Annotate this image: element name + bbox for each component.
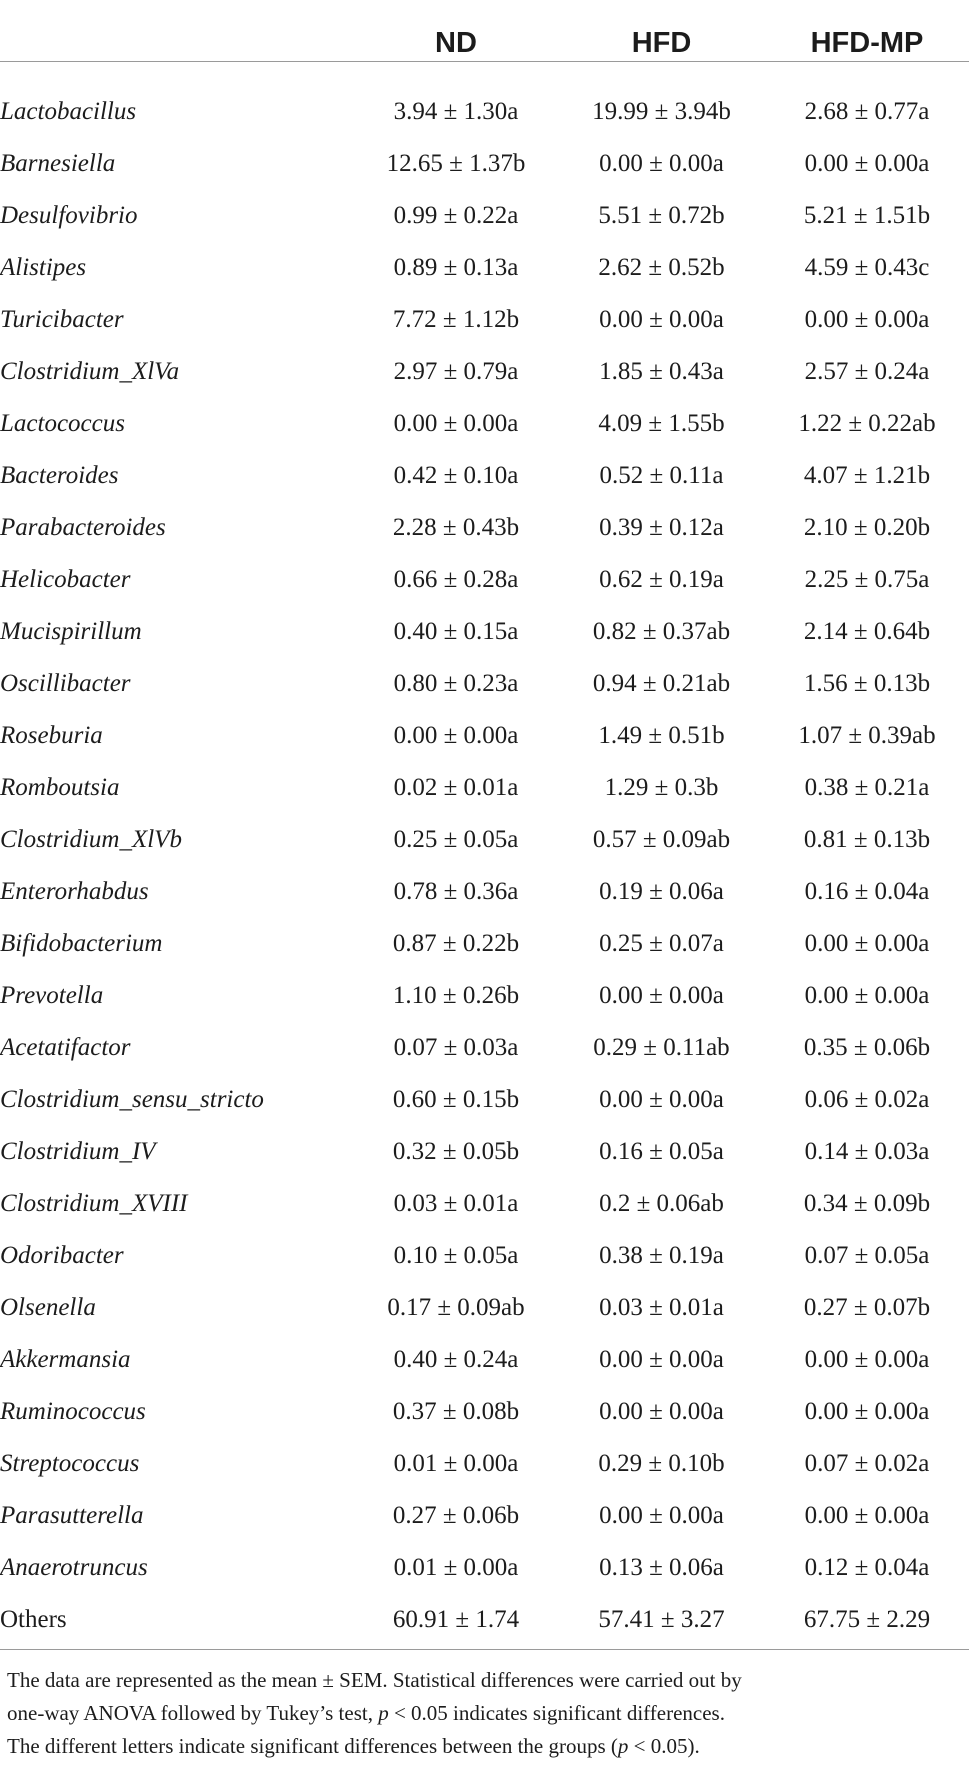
- genus-cell: Acetatifactor: [0, 1034, 131, 1061]
- genus-cell: Desulfovibrio: [0, 202, 138, 229]
- genus-cell: Others: [0, 1606, 67, 1633]
- table-row: [0, 1386, 969, 1438]
- hfd-value-cell: 0.2 ± 0.06ab: [599, 1190, 724, 1217]
- hfd-mp-value-cell: 1.22 ± 0.22ab: [798, 410, 936, 437]
- genus-cell: Turicibacter: [0, 306, 124, 333]
- nd-value-cell: 12.65 ± 1.37b: [386, 150, 526, 177]
- hfd-mp-value-cell: 2.10 ± 0.20b: [803, 514, 931, 541]
- header-genus: [0, 0, 354, 62]
- hfd-mp-value-cell: 5.21 ± 1.51b: [803, 202, 931, 229]
- footnote-line-3: The different letters indicate significant differences between the groups (p < 0.05).: [7, 1734, 700, 1758]
- genus-cell: Enterorhabdus: [0, 878, 149, 905]
- table-row: [0, 762, 969, 814]
- hfd-mp-value-cell: 4.59 ± 0.43c: [804, 254, 930, 281]
- genus-cell: Anaerotruncus: [0, 1554, 148, 1581]
- table-row: [0, 242, 969, 294]
- table-header-row: [0, 0, 969, 62]
- genus-cell: Odoribacter: [0, 1242, 124, 1269]
- hfd-value-cell: 0.13 ± 0.06a: [599, 1554, 724, 1581]
- genus-cell: Prevotella: [0, 982, 104, 1009]
- nd-value-cell: 0.99 ± 0.22a: [393, 202, 519, 229]
- hfd-mp-value-cell: 1.56 ± 0.13b: [803, 670, 931, 697]
- table-row: [0, 190, 969, 242]
- hfd-mp-value-cell: 0.38 ± 0.21a: [804, 774, 930, 801]
- hfd-value-cell: 0.38 ± 0.19a: [599, 1242, 724, 1269]
- hfd-mp-value-cell: 0.16 ± 0.04a: [804, 878, 930, 905]
- footnote-line-1: The data are represented as the mean ± SEM. Statistical differences were carried out by: [7, 1668, 742, 1692]
- hfd-value-cell: 0.19 ± 0.06a: [599, 878, 724, 905]
- nd-value-cell: 0.80 ± 0.23a: [393, 670, 519, 697]
- header-hfd: HFD: [631, 27, 692, 59]
- table-row: [0, 1438, 969, 1490]
- genus-cell: Bifidobacterium: [0, 930, 163, 957]
- table-row: [0, 502, 969, 554]
- nd-value-cell: 0.42 ± 0.10a: [393, 462, 519, 489]
- table-row: [0, 398, 969, 450]
- genus-cell: Clostridium_XlVa: [0, 358, 180, 385]
- nd-value-cell: 0.32 ± 0.05b: [392, 1138, 520, 1165]
- nd-value-cell: 0.25 ± 0.05a: [393, 826, 519, 853]
- nd-value-cell: 0.01 ± 0.00a: [393, 1554, 519, 1581]
- nd-value-cell: 0.00 ± 0.00a: [393, 722, 519, 749]
- table-row: [0, 1126, 969, 1178]
- nd-value-cell: 60.91 ± 1.74: [392, 1606, 520, 1633]
- hfd-mp-value-cell: 0.00 ± 0.00a: [804, 150, 930, 177]
- table-row: [0, 346, 969, 398]
- hfd-value-cell: 0.03 ± 0.01a: [599, 1294, 724, 1321]
- hfd-value-cell: 19.99 ± 3.94b: [592, 98, 731, 125]
- nd-value-cell: 1.10 ± 0.26b: [392, 982, 520, 1009]
- hfd-value-cell: 0.00 ± 0.00a: [599, 1346, 724, 1373]
- table-row: [0, 294, 969, 346]
- hfd-mp-value-cell: 0.34 ± 0.09b: [803, 1190, 931, 1217]
- hfd-mp-value-cell: 0.81 ± 0.13b: [803, 826, 931, 853]
- genus-cell: Clostridium_XVIII: [0, 1190, 188, 1217]
- table-footnote: [7, 1664, 962, 1763]
- footnote-line-2: one-way ANOVA followed by Tukey’s test, p < 0.05 indicates significant differences.: [7, 1701, 725, 1725]
- hfd-mp-value-cell: 0.12 ± 0.04a: [804, 1554, 930, 1581]
- genus-cell: Alistipes: [0, 254, 87, 281]
- genus-cell: Parasutterella: [0, 1502, 144, 1529]
- table-row: [0, 1490, 969, 1542]
- hfd-value-cell: 0.57 ± 0.09ab: [592, 826, 731, 853]
- hfd-value-cell: 0.94 ± 0.21ab: [592, 670, 731, 697]
- table-row: [0, 918, 969, 970]
- hfd-value-cell: 0.00 ± 0.00a: [599, 982, 724, 1009]
- table-row: [0, 86, 969, 138]
- nd-value-cell: 0.40 ± 0.24a: [393, 1346, 519, 1373]
- hfd-mp-value-cell: 0.07 ± 0.02a: [804, 1450, 930, 1477]
- hfd-mp-value-cell: 0.00 ± 0.00a: [804, 1502, 930, 1529]
- nd-value-cell: 2.97 ± 0.79a: [393, 358, 519, 385]
- hfd-mp-value-cell: 67.75 ± 2.29: [803, 1606, 931, 1633]
- hfd-value-cell: 0.00 ± 0.00a: [599, 1502, 724, 1529]
- header-hfd-mp: HFD-MP: [810, 27, 924, 59]
- genus-cell: Clostridium_XlVb: [0, 826, 182, 853]
- genus-cell: Streptococcus: [0, 1450, 140, 1477]
- genus-cell: Olsenella: [0, 1294, 96, 1321]
- nd-value-cell: 0.17 ± 0.09ab: [387, 1294, 525, 1321]
- nd-value-cell: 2.28 ± 0.43b: [392, 514, 520, 541]
- hfd-mp-value-cell: 0.07 ± 0.05a: [804, 1242, 930, 1269]
- nd-value-cell: 0.60 ± 0.15b: [392, 1086, 520, 1113]
- table-row: [0, 1542, 969, 1594]
- genus-cell: Mucispirillum: [0, 618, 142, 645]
- header-nd: ND: [435, 27, 477, 59]
- nd-value-cell: 0.07 ± 0.03a: [393, 1034, 519, 1061]
- hfd-value-cell: 0.16 ± 0.05a: [599, 1138, 724, 1165]
- hfd-mp-value-cell: 1.07 ± 0.39ab: [798, 722, 936, 749]
- nd-value-cell: 0.89 ± 0.13a: [393, 254, 519, 281]
- table-row: [0, 1022, 969, 1074]
- table-bottom-rule: [0, 1649, 969, 1650]
- hfd-value-cell: 0.00 ± 0.00a: [599, 150, 724, 177]
- hfd-value-cell: 0.00 ± 0.00a: [599, 1086, 724, 1113]
- nd-value-cell: 0.78 ± 0.36a: [393, 878, 519, 905]
- genus-cell: Romboutsia: [0, 774, 120, 801]
- hfd-value-cell: 1.29 ± 0.3b: [604, 774, 719, 801]
- table-row: [0, 1230, 969, 1282]
- table-row: [0, 710, 969, 762]
- table-row: [0, 1282, 969, 1334]
- genus-cell: Bacteroides: [0, 462, 119, 489]
- genus-cell: Roseburia: [0, 722, 103, 749]
- table-row: [0, 606, 969, 658]
- hfd-mp-value-cell: 0.06 ± 0.02a: [804, 1086, 930, 1113]
- hfd-mp-value-cell: 0.00 ± 0.00a: [804, 930, 930, 957]
- hfd-value-cell: 0.39 ± 0.12a: [599, 514, 724, 541]
- hfd-mp-value-cell: 4.07 ± 1.21b: [803, 462, 931, 489]
- table-row: [0, 554, 969, 606]
- hfd-mp-value-cell: 0.00 ± 0.00a: [804, 306, 930, 333]
- genus-cell: Barnesiella: [0, 150, 116, 177]
- genus-cell: Clostridium_IV: [0, 1138, 156, 1165]
- table-row: [0, 138, 969, 190]
- genus-cell: Parabacteroides: [0, 514, 166, 541]
- table-row: [0, 1074, 969, 1126]
- hfd-value-cell: 4.09 ± 1.55b: [598, 410, 725, 437]
- genus-cell: Oscillibacter: [0, 670, 131, 697]
- table-row: [0, 1334, 969, 1386]
- genus-cell: Akkermansia: [0, 1346, 131, 1373]
- nd-value-cell: 0.66 ± 0.28a: [393, 566, 519, 593]
- nd-value-cell: 7.72 ± 1.12b: [392, 306, 520, 333]
- genus-cell: Lactococcus: [0, 410, 125, 437]
- nd-value-cell: 0.00 ± 0.00a: [393, 410, 519, 437]
- table-row: [0, 658, 969, 710]
- hfd-value-cell: 0.29 ± 0.10b: [598, 1450, 725, 1477]
- nd-value-cell: 0.01 ± 0.00a: [393, 1450, 519, 1477]
- hfd-mp-value-cell: 0.00 ± 0.00a: [804, 982, 930, 1009]
- hfd-mp-value-cell: 0.27 ± 0.07b: [803, 1294, 931, 1321]
- hfd-mp-value-cell: 2.14 ± 0.64b: [803, 618, 931, 645]
- genus-cell: Helicobacter: [0, 566, 131, 593]
- hfd-mp-value-cell: 2.68 ± 0.77a: [804, 98, 930, 125]
- hfd-value-cell: 0.29 ± 0.11ab: [593, 1034, 730, 1061]
- nd-value-cell: 0.40 ± 0.15a: [393, 618, 519, 645]
- nd-value-cell: 0.27 ± 0.06b: [392, 1502, 520, 1529]
- hfd-value-cell: 0.00 ± 0.00a: [599, 306, 724, 333]
- table-row: [0, 1594, 969, 1646]
- genus-cell: Lactobacillus: [0, 98, 137, 125]
- hfd-mp-value-cell: 0.35 ± 0.06b: [803, 1034, 931, 1061]
- nd-value-cell: 0.03 ± 0.01a: [393, 1190, 519, 1217]
- nd-value-cell: 0.37 ± 0.08b: [392, 1398, 520, 1425]
- hfd-value-cell: 1.49 ± 0.51b: [598, 722, 725, 749]
- hfd-mp-value-cell: 0.14 ± 0.03a: [804, 1138, 930, 1165]
- hfd-mp-value-cell: 2.57 ± 0.24a: [804, 358, 930, 385]
- hfd-value-cell: 1.85 ± 0.43a: [599, 358, 724, 385]
- hfd-mp-value-cell: 2.25 ± 0.75a: [804, 566, 930, 593]
- genus-cell: Ruminococcus: [0, 1398, 146, 1425]
- table-row: [0, 814, 969, 866]
- hfd-value-cell: 0.82 ± 0.37ab: [592, 618, 731, 645]
- genus-cell: Clostridium_sensu_stricto: [0, 1086, 264, 1113]
- hfd-value-cell: 0.25 ± 0.07a: [599, 930, 724, 957]
- hfd-mp-value-cell: 0.00 ± 0.00a: [804, 1346, 930, 1373]
- nd-value-cell: 0.87 ± 0.22b: [392, 930, 520, 957]
- nd-value-cell: 0.10 ± 0.05a: [393, 1242, 519, 1269]
- table-row: [0, 970, 969, 1022]
- hfd-value-cell: 0.52 ± 0.11a: [599, 462, 724, 489]
- nd-value-cell: 0.02 ± 0.01a: [393, 774, 519, 801]
- hfd-value-cell: 2.62 ± 0.52b: [598, 254, 725, 281]
- hfd-value-cell: 57.41 ± 3.27: [598, 1606, 725, 1633]
- hfd-mp-value-cell: 0.00 ± 0.00a: [804, 1398, 930, 1425]
- hfd-value-cell: 0.62 ± 0.19a: [599, 566, 724, 593]
- hfd-value-cell: 5.51 ± 0.72b: [598, 202, 725, 229]
- table-row: [0, 1178, 969, 1230]
- hfd-value-cell: 0.00 ± 0.00a: [599, 1398, 724, 1425]
- nd-value-cell: 3.94 ± 1.30a: [393, 98, 519, 125]
- table-row: [0, 450, 969, 502]
- table-row: [0, 866, 969, 918]
